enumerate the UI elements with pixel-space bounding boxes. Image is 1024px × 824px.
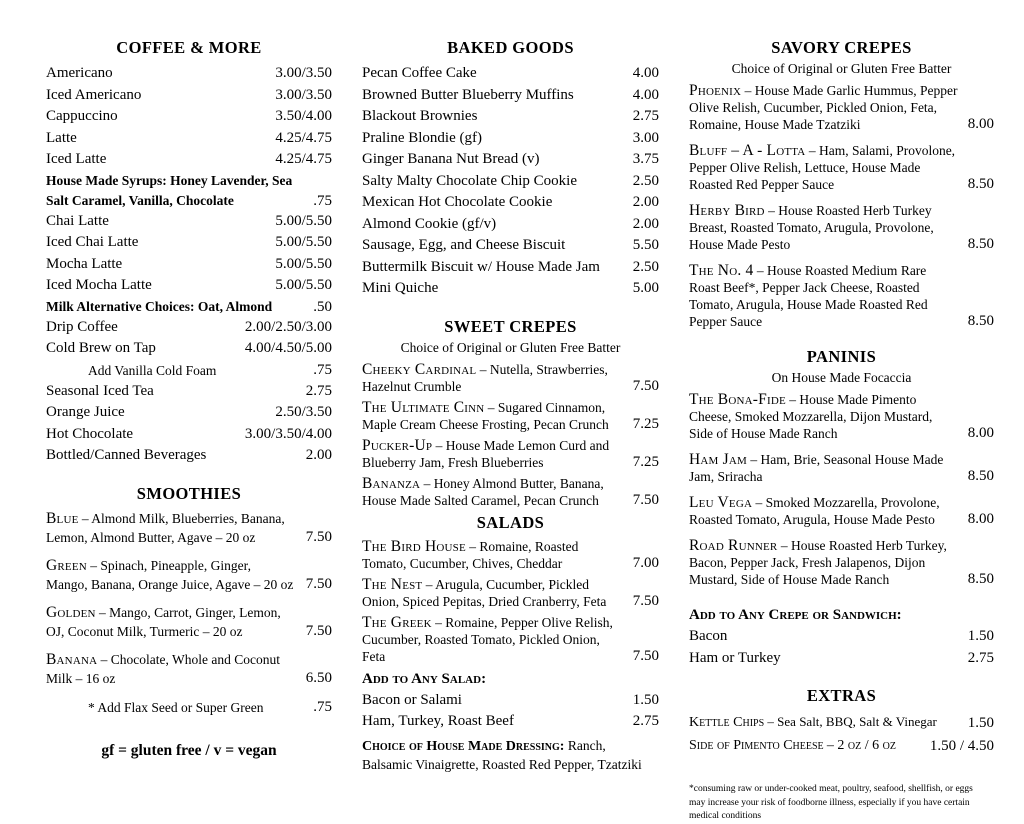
item-price: 7.50	[632, 592, 659, 609]
item-price: 1.50	[632, 691, 659, 708]
item-name: Pecan Coffee Cake	[362, 65, 477, 81]
item-name: Blackout Brownies	[362, 108, 478, 124]
item-price: 2.50	[632, 172, 659, 189]
item-price: 1.50 / 4.50	[929, 738, 994, 754]
item-price: 7.50	[305, 622, 332, 639]
item-price: 5.50	[632, 237, 659, 253]
section-title: EXTRAS	[806, 686, 877, 705]
entree-desc: – House Made Pimento Cheese, Smoked Mozzarella, Dijon Mustard, Side of House Made Ranch	[689, 392, 933, 441]
menu-entree	[362, 399, 659, 433]
menu-section	[46, 38, 332, 467]
entree-name: Pucker-Up	[362, 436, 433, 454]
extra-name: Side of Pimento Cheese	[689, 738, 824, 753]
section-subtitle: Choice of Original or Gluten Free Batter	[400, 339, 621, 355]
entree-name: Herby Bird	[689, 202, 765, 219]
item-name: Browned Butter Blueberry Muffins	[362, 86, 574, 103]
extra-desc: – Sea Salt, BBQ, Salt & Vinegar	[767, 714, 937, 729]
item-name: Bottled/Canned Beverages	[46, 447, 207, 463]
item-price: 3.50/4.00	[275, 108, 332, 124]
section-title: BAKED GOODS	[447, 38, 574, 57]
menu-entree	[689, 451, 994, 485]
item-price: 2.00/2.50/3.00	[244, 318, 332, 335]
menu-extra-row	[689, 734, 994, 757]
menu-item-row	[46, 338, 332, 360]
entree-name: The Bird House	[362, 537, 466, 555]
entree-desc: – Ham, Brie, Seasonal House Made Jam, Sriracha	[689, 452, 944, 484]
item-name	[689, 711, 937, 734]
item-price: 4.25/4.75	[275, 129, 332, 146]
item-price: 3.00/3.50	[275, 65, 332, 81]
item-name: Sausage, Egg, and Cheese Biscuit	[362, 237, 566, 253]
item-price: 4.00	[632, 86, 659, 103]
item-price: 2.75	[305, 382, 332, 399]
extra-name: Kettle Chips	[689, 715, 765, 730]
section-title: SWEET CREPES	[444, 316, 577, 336]
item-price: .75	[313, 698, 332, 715]
entree-desc: – Ham, Salami, Provolone, Pepper Olive Relish, Lettuce, House Made Roasted Red Pepper Sauce	[689, 143, 956, 192]
item-price: 6.50	[305, 669, 332, 686]
item-price: 8.50	[967, 571, 994, 587]
item-name: Milk Alternative Choices: Oat, Almond	[46, 298, 273, 314]
item-name: Iced Mocha Latte	[46, 277, 152, 293]
menu-item-row	[46, 445, 332, 467]
item-price: 1.50	[967, 628, 994, 644]
item-price: 5.00	[632, 280, 659, 296]
menu-item-row	[46, 254, 332, 276]
item-price: 5.00/5.50	[275, 255, 332, 272]
entree-name: Road Runner	[689, 537, 778, 554]
menu-entree	[46, 650, 332, 688]
item-price: 7.50	[305, 528, 332, 545]
item-price: 7.50	[632, 647, 659, 664]
item-name: Iced Americano	[46, 86, 142, 103]
item-price: 7.00	[632, 554, 659, 571]
menu-note	[362, 737, 659, 774]
item-price: 5.00/5.50	[275, 212, 332, 229]
menu-item-row	[362, 171, 659, 193]
item-price: 8.50	[967, 176, 994, 192]
menu-item-row	[46, 106, 332, 128]
item-price: 2.00	[632, 215, 659, 232]
item-price: 2.50/3.50	[275, 404, 332, 420]
menu-item-row	[362, 149, 659, 171]
item-name: Cappuccino	[46, 108, 118, 124]
entree-name: Green	[46, 556, 87, 574]
section-title: SAVORY CREPES	[771, 38, 912, 57]
item-price: 8.50	[967, 313, 994, 329]
menu-legend: gf = gluten free / v = vegan	[101, 741, 277, 759]
item-price: 2.50	[632, 258, 659, 275]
entree-name: Golden	[46, 603, 96, 621]
menu-section	[689, 686, 994, 757]
entree-desc: – Smoked Mozzarella, Provolone, Roasted Tomato, Arugula, House Made Pesto	[689, 495, 940, 527]
item-price: 2.75	[632, 108, 659, 124]
menu-item-row	[362, 128, 659, 150]
item-price: .75	[313, 361, 332, 378]
menu-section	[689, 347, 994, 588]
item-price: 1.50	[967, 715, 994, 731]
entree-desc: – House Made Lemon Curd and Blueberry Jam, Fresh Blueberries	[362, 437, 610, 470]
item-name: House Made Syrups: Honey Lavender, Sea Salt Caramel, Vanilla, Chocolate	[46, 172, 293, 208]
item-name: Iced Latte	[46, 151, 107, 167]
entree-name: Blue	[46, 509, 79, 527]
menu-item-row	[46, 63, 332, 85]
menu-section	[362, 38, 659, 300]
menu-item-row	[362, 690, 659, 712]
entree-name: The Ultimate Cinn	[362, 398, 485, 416]
entree-name: Cheeky Cardinal	[362, 360, 477, 378]
item-name: Hot Chocolate	[46, 425, 134, 442]
item-name: Cold Brew on Tap	[46, 340, 156, 356]
item-price: 8.00	[967, 116, 994, 132]
item-name: Ginger Banana Nut Bread (v)	[362, 151, 540, 167]
item-price: .50	[313, 298, 332, 315]
menu-item-row	[362, 85, 659, 107]
item-name	[689, 734, 896, 757]
item-price: 2.75	[967, 649, 994, 666]
menu-subheading: Add to Any Crepe or Sandwich:	[689, 607, 902, 623]
menu-item-row	[46, 232, 332, 254]
menu-entree	[689, 391, 994, 442]
menu-entree	[689, 494, 994, 528]
menu-entree	[362, 475, 659, 509]
entree-name: Bluff – A - Lotta	[689, 142, 806, 159]
item-price: 8.50	[967, 236, 994, 252]
entree-name: Banana	[46, 650, 98, 668]
item-price: 8.50	[967, 468, 994, 484]
note-label: Choice of House Made Dressing:	[362, 738, 565, 754]
entree-name: The No. 4	[689, 262, 754, 279]
menu-item-row	[362, 235, 659, 257]
entree-desc: – Almond Milk, Blueberries, Banana, Lemon, Almond Butter, Agave – 20 oz	[46, 510, 285, 545]
entree-desc: – Arugula, Cucumber, Pickled Onion, Spiced Pepitas, Dried Cranberry, Feta	[362, 576, 607, 609]
menu-column-2	[362, 38, 659, 824]
menu-column-1	[46, 38, 332, 824]
menu-item-row	[362, 106, 659, 128]
menu-item-row	[362, 711, 659, 733]
menu-subheading: Add to Any Salad:	[362, 670, 487, 687]
entree-desc: – House Roasted Herb Turkey Breast, Roasted Tomato, Arugula, Provolone, House Made Pesto	[689, 203, 934, 252]
menu-item-row	[46, 211, 332, 233]
item-price: 2.00	[305, 447, 332, 463]
item-price: 3.00/3.50	[275, 86, 332, 103]
item-name: Mini Quiche	[362, 280, 439, 296]
extra-desc: – 2 oz / 6 oz	[826, 738, 896, 753]
menu-entree	[46, 556, 332, 594]
item-price: 3.75	[632, 151, 659, 167]
menu-columns	[46, 38, 994, 824]
menu-item-row	[362, 192, 659, 214]
item-name: Drip Coffee	[46, 318, 118, 335]
menu-footnote: *consuming raw or under-cooked meat, poultry, seafood, shellfish, or eggs may increase your risk of foodborne illness, especially if you have certain medical conditions	[689, 784, 973, 821]
section-subtitle: On House Made Focaccia	[771, 370, 912, 385]
item-name: Buttermilk Biscuit w/ House Made Jam	[362, 258, 600, 275]
item-price: .75	[313, 192, 332, 209]
menu-item-row	[362, 214, 659, 236]
menu-entree	[362, 437, 659, 471]
menu-item-row	[46, 697, 332, 718]
item-price: 7.25	[632, 415, 659, 432]
item-name: Almond Cookie (gf/v)	[362, 215, 497, 232]
item-name: Salty Malty Chocolate Chip Cookie	[362, 172, 577, 189]
menu-item-row	[46, 424, 332, 446]
item-price: 3.00	[632, 129, 659, 146]
item-price: 7.50	[632, 491, 659, 508]
menu-item-row	[46, 128, 332, 150]
entree-desc: – House Roasted Medium Rare Roast Beef*, Pepper Jack Cheese, Roasted Tomato, Arugula, House Made Roasted Red Pepper Sauce	[689, 263, 928, 329]
item-price: 5.00/5.50	[275, 234, 332, 250]
menu-entree	[689, 142, 994, 193]
entree-name: Ham Jam	[689, 451, 747, 468]
menu-entree	[689, 537, 994, 588]
entree-name: The Bona-Fide	[689, 391, 786, 408]
section-title: SALADS	[476, 512, 545, 532]
menu-item-row	[46, 85, 332, 107]
item-name: Ham or Turkey	[689, 649, 781, 666]
menu-item-row	[46, 381, 332, 403]
menu-item-row	[46, 317, 332, 339]
section-subtitle: Choice of Original or Gluten Free Batter	[731, 61, 952, 76]
section-title: COFFEE & MORE	[116, 38, 262, 57]
menu-item-row	[689, 648, 994, 670]
entree-name: The Greek	[362, 613, 432, 631]
menu-entree	[46, 509, 332, 547]
item-name: Add Vanilla Cold Foam	[88, 362, 217, 378]
menu-column-3	[689, 38, 994, 824]
entree-desc: – House Made Garlic Hummus, Pepper Olive Relish, Cucumber, Pickled Onion, Feta, Romaine, House Made Tzatziki	[689, 83, 958, 132]
menu-item-row	[46, 275, 332, 297]
menu-entree	[362, 614, 659, 665]
menu-extra-row	[689, 711, 994, 734]
menu-entree	[46, 603, 332, 641]
item-name: Bacon or Salami	[362, 691, 462, 708]
item-name: Mocha Latte	[46, 255, 123, 272]
menu-item-row	[362, 63, 659, 85]
menu-entree	[362, 538, 659, 572]
menu-entree	[689, 202, 994, 253]
entree-desc: – Romaine, Roasted Tomato, Cucumber, Chives, Cheddar	[362, 538, 579, 571]
item-name: Chai Latte	[46, 212, 109, 229]
item-name: Ham, Turkey, Roast Beef	[362, 713, 514, 729]
item-name: Iced Chai Latte	[46, 234, 139, 250]
item-name: Seasonal Iced Tea	[46, 382, 154, 399]
menu-item-row	[689, 626, 994, 648]
item-name: Mexican Hot Chocolate Cookie	[362, 194, 553, 210]
item-price: 4.00	[632, 65, 659, 81]
entree-desc: – Romaine, Pepper Olive Relish, Cucumber, Roasted Tomato, Pickled Onion, Feta	[362, 614, 613, 664]
entree-desc: – House Roasted Herb Turkey, Bacon, Pepper Jack, Fresh Jalapenos, Dijon Mustard, Side of House Made Ranch	[689, 538, 947, 587]
entree-desc: – Spinach, Pineapple, Ginger, Mango, Banana, Orange Juice, Agave – 20 oz	[46, 557, 294, 592]
item-price: 7.50	[305, 575, 332, 592]
entree-desc: – Honey Almond Butter, Banana, House Made Salted Caramel, Pecan Crunch	[362, 475, 604, 508]
menu-item-row	[46, 297, 332, 317]
entree-name: Phoenix	[689, 82, 742, 99]
entree-desc: – Nutella, Strawberries, Hazelnut Crumble	[362, 361, 608, 394]
menu-entree	[362, 361, 659, 395]
menu-item-row	[46, 149, 332, 171]
section-title: PANINIS	[806, 347, 877, 366]
menu-section	[362, 317, 659, 509]
entree-desc: – Mango, Carrot, Ginger, Lemon, OJ, Coconut Milk, Turmeric – 20 oz	[46, 604, 281, 639]
item-name: Praline Blondie (gf)	[362, 129, 482, 146]
item-price: 7.50	[632, 377, 659, 394]
item-price: 5.00/5.50	[275, 277, 332, 293]
menu-entree	[362, 576, 659, 610]
item-price: 4.00/4.50/5.00	[244, 340, 332, 356]
item-name: Orange Juice	[46, 404, 125, 420]
menu-item-row	[46, 402, 332, 424]
item-price: 8.00	[967, 425, 994, 441]
item-name: Americano	[46, 65, 113, 81]
menu-item-row	[362, 278, 659, 300]
menu-section	[46, 484, 332, 718]
note-desc: Ranch, Balsamic Vinaigrette, Roasted Red Pepper, Tzatziki	[362, 737, 642, 772]
item-price: 2.75	[632, 713, 659, 729]
item-price: 7.25	[632, 453, 659, 470]
menu-entree	[689, 82, 994, 133]
menu-item-row	[46, 360, 332, 381]
entree-desc: – Sugared Cinnamon, Maple Cream Cheese Frosting, Pecan Crunch	[362, 399, 609, 432]
menu-item-row	[362, 257, 659, 279]
menu-section	[689, 605, 994, 669]
item-price: 3.00/3.50/4.00	[244, 425, 332, 442]
entree-name: Leu Vega	[689, 494, 753, 511]
entree-desc: – Chocolate, Whole and Coconut Milk – 16 oz	[46, 651, 280, 686]
item-name: Latte	[46, 129, 77, 146]
item-price: 8.00	[967, 511, 994, 527]
menu-item-row	[46, 171, 332, 211]
menu-entree	[689, 262, 994, 330]
entree-name: Bananza	[362, 474, 421, 492]
item-price: 4.25/4.75	[275, 151, 332, 167]
item-price: 2.00	[632, 194, 659, 210]
item-name: Bacon	[689, 628, 728, 644]
item-name: * Add Flax Seed or Super Green	[88, 699, 264, 715]
menu-section	[689, 38, 994, 330]
menu-section	[362, 513, 659, 774]
section-title: SMOOTHIES	[136, 483, 242, 503]
entree-name: The Nest	[362, 575, 423, 593]
